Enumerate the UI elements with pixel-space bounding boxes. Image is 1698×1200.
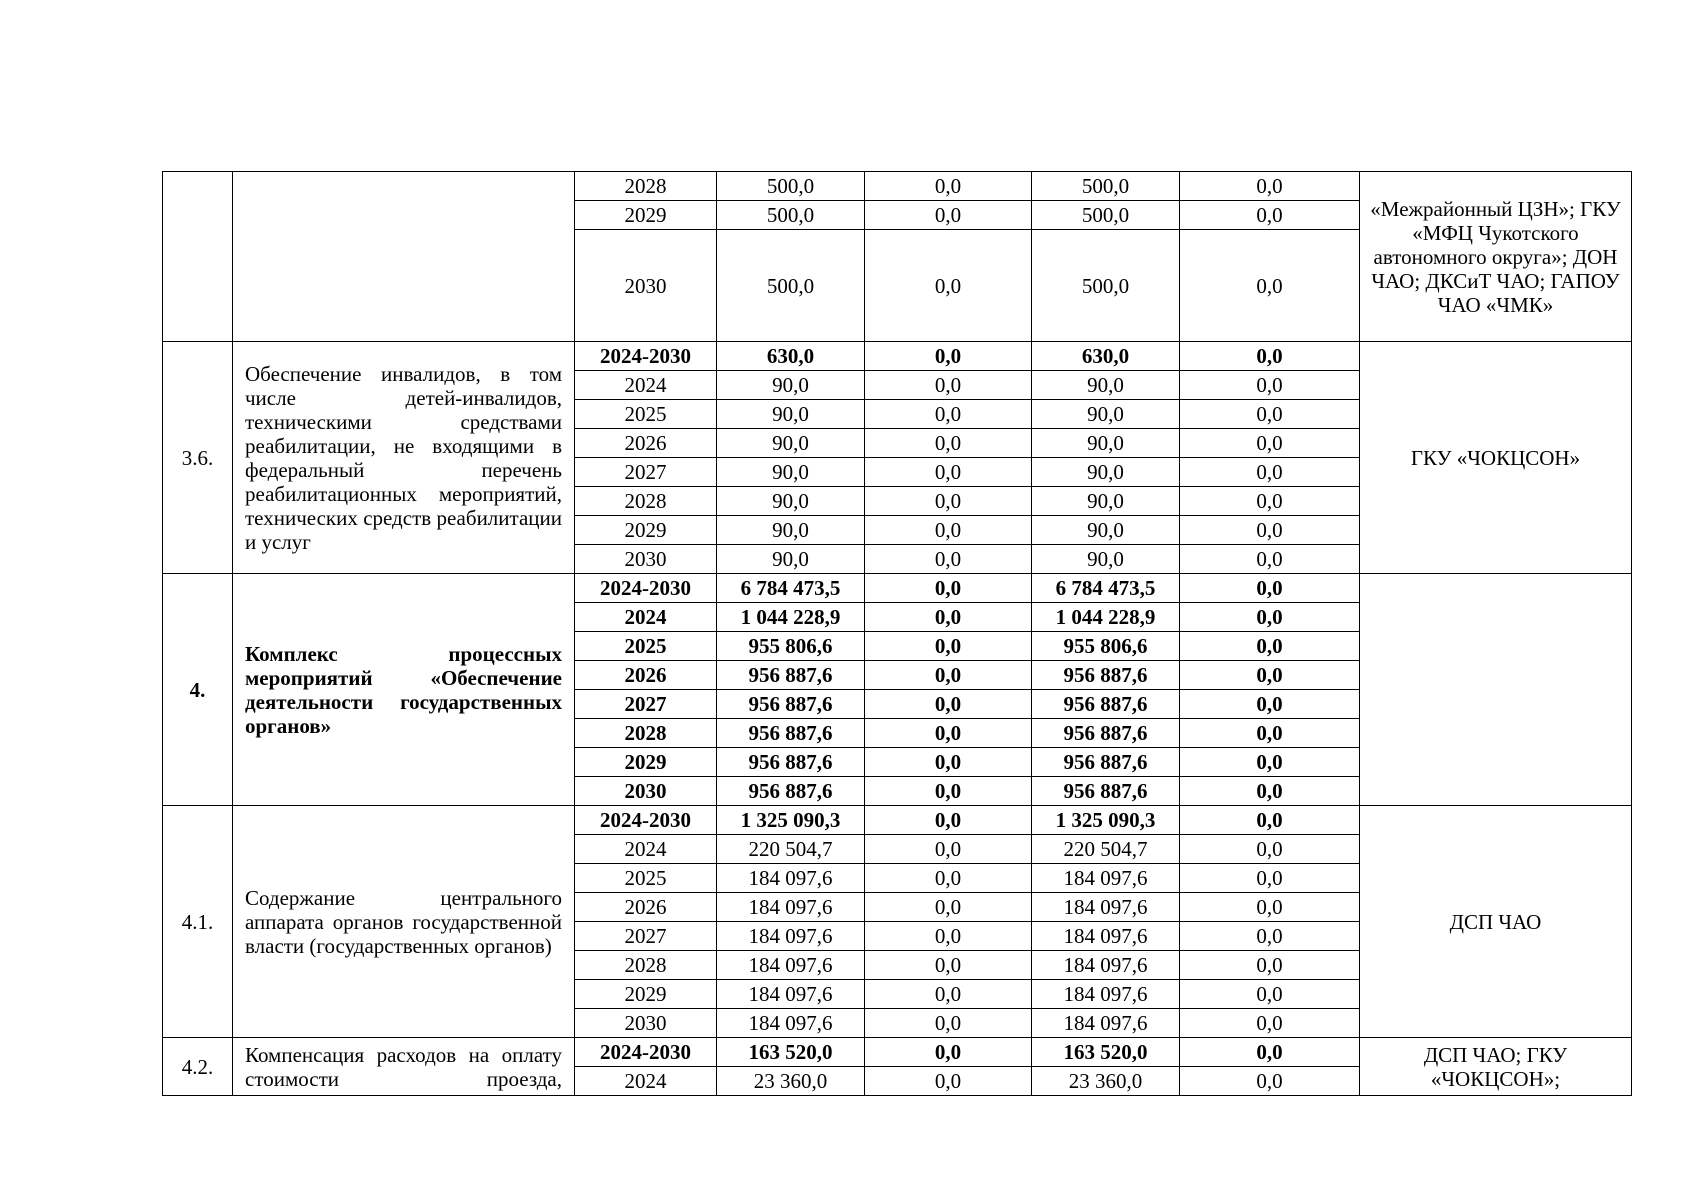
row-index <box>163 172 233 342</box>
executor-cell: «Межрайонный ЦЗН»; ГКУ «МФЦ Чукотского автономного округа»; ДОН ЧАО; ДКСиТ ЧАО; ГАПОУ ЧАО «ЧМК» <box>1360 172 1632 342</box>
table-row <box>163 1038 1632 1067</box>
other-sources-cell: 0,0 <box>1180 748 1360 777</box>
federal-budget-cell: 0,0 <box>865 893 1032 922</box>
row-index: 4.2. <box>163 1038 233 1096</box>
regional-budget-cell: 184 097,6 <box>1032 980 1180 1009</box>
year-cell: 2030 <box>575 230 717 342</box>
federal-budget-cell: 0,0 <box>865 690 1032 719</box>
regional-budget-cell: 90,0 <box>1032 458 1180 487</box>
year-cell: 2027 <box>575 922 717 951</box>
other-sources-cell: 0,0 <box>1180 980 1360 1009</box>
year-cell: 2024-2030 <box>575 1038 717 1067</box>
federal-budget-cell: 0,0 <box>865 371 1032 400</box>
other-sources-cell: 0,0 <box>1180 690 1360 719</box>
total-cell: 500,0 <box>717 230 865 342</box>
year-cell: 2024-2030 <box>575 342 717 371</box>
regional-budget-cell: 956 887,6 <box>1032 719 1180 748</box>
federal-budget-cell: 0,0 <box>865 429 1032 458</box>
other-sources-cell: 0,0 <box>1180 951 1360 980</box>
year-cell: 2024-2030 <box>575 574 717 603</box>
total-cell: 6 784 473,5 <box>717 574 865 603</box>
federal-budget-cell: 0,0 <box>865 516 1032 545</box>
total-cell: 90,0 <box>717 458 865 487</box>
federal-budget-cell: 0,0 <box>865 864 1032 893</box>
total-cell: 956 887,6 <box>717 690 865 719</box>
row-index: 4.1. <box>163 806 233 1038</box>
total-cell: 220 504,7 <box>717 835 865 864</box>
other-sources-cell: 0,0 <box>1180 1009 1360 1038</box>
year-cell: 2025 <box>575 864 717 893</box>
other-sources-cell: 0,0 <box>1180 1067 1360 1096</box>
regional-budget-cell: 956 887,6 <box>1032 690 1180 719</box>
total-cell: 1 325 090,3 <box>717 806 865 835</box>
other-sources-cell: 0,0 <box>1180 545 1360 574</box>
year-cell: 2024 <box>575 603 717 632</box>
federal-budget-cell: 0,0 <box>865 980 1032 1009</box>
executor-cell: ДСП ЧАО; ГКУ «ЧОКЦСОН»; <box>1360 1038 1632 1096</box>
federal-budget-cell: 0,0 <box>865 661 1032 690</box>
total-cell: 184 097,6 <box>717 864 865 893</box>
other-sources-cell: 0,0 <box>1180 893 1360 922</box>
regional-budget-cell: 1 325 090,3 <box>1032 806 1180 835</box>
other-sources-cell: 0,0 <box>1180 661 1360 690</box>
regional-budget-cell: 955 806,6 <box>1032 632 1180 661</box>
regional-budget-cell: 90,0 <box>1032 516 1180 545</box>
federal-budget-cell: 0,0 <box>865 719 1032 748</box>
regional-budget-cell: 184 097,6 <box>1032 922 1180 951</box>
year-cell: 2030 <box>575 777 717 806</box>
regional-budget-cell: 90,0 <box>1032 429 1180 458</box>
total-cell: 500,0 <box>717 172 865 201</box>
federal-budget-cell: 0,0 <box>865 1038 1032 1067</box>
other-sources-cell: 0,0 <box>1180 864 1360 893</box>
federal-budget-cell: 0,0 <box>865 1067 1032 1096</box>
other-sources-cell: 0,0 <box>1180 342 1360 371</box>
federal-budget-cell: 0,0 <box>865 342 1032 371</box>
regional-budget-cell: 220 504,7 <box>1032 835 1180 864</box>
row-index: 4. <box>163 574 233 806</box>
total-cell: 500,0 <box>717 201 865 230</box>
other-sources-cell: 0,0 <box>1180 574 1360 603</box>
federal-budget-cell: 0,0 <box>865 603 1032 632</box>
other-sources-cell: 0,0 <box>1180 201 1360 230</box>
year-cell: 2029 <box>575 201 717 230</box>
total-cell: 184 097,6 <box>717 893 865 922</box>
regional-budget-cell: 23 360,0 <box>1032 1067 1180 1096</box>
year-cell: 2024 <box>575 1067 717 1096</box>
year-cell: 2026 <box>575 661 717 690</box>
year-cell: 2025 <box>575 400 717 429</box>
total-cell: 90,0 <box>717 487 865 516</box>
total-cell: 956 887,6 <box>717 661 865 690</box>
year-cell: 2029 <box>575 516 717 545</box>
federal-budget-cell: 0,0 <box>865 172 1032 201</box>
total-cell: 184 097,6 <box>717 922 865 951</box>
federal-budget-cell: 0,0 <box>865 632 1032 661</box>
year-cell: 2028 <box>575 487 717 516</box>
budget-table <box>162 171 1632 1096</box>
other-sources-cell: 0,0 <box>1180 487 1360 516</box>
other-sources-cell: 0,0 <box>1180 806 1360 835</box>
regional-budget-cell: 90,0 <box>1032 545 1180 574</box>
regional-budget-cell: 956 887,6 <box>1032 748 1180 777</box>
federal-budget-cell: 0,0 <box>865 748 1032 777</box>
year-cell: 2025 <box>575 632 717 661</box>
federal-budget-cell: 0,0 <box>865 835 1032 864</box>
total-cell: 90,0 <box>717 400 865 429</box>
year-cell: 2027 <box>575 690 717 719</box>
table-row <box>163 574 1632 603</box>
other-sources-cell: 0,0 <box>1180 719 1360 748</box>
year-cell: 2029 <box>575 748 717 777</box>
regional-budget-cell: 184 097,6 <box>1032 951 1180 980</box>
regional-budget-cell: 6 784 473,5 <box>1032 574 1180 603</box>
regional-budget-cell: 956 887,6 <box>1032 661 1180 690</box>
federal-budget-cell: 0,0 <box>865 400 1032 429</box>
table-row <box>163 806 1632 835</box>
total-cell: 90,0 <box>717 545 865 574</box>
measure-description <box>233 172 575 342</box>
other-sources-cell: 0,0 <box>1180 922 1360 951</box>
regional-budget-cell: 500,0 <box>1032 172 1180 201</box>
year-cell: 2030 <box>575 545 717 574</box>
executor-cell <box>1360 574 1632 806</box>
other-sources-cell: 0,0 <box>1180 230 1360 342</box>
regional-budget-cell: 184 097,6 <box>1032 893 1180 922</box>
year-cell: 2026 <box>575 429 717 458</box>
regional-budget-cell: 500,0 <box>1032 230 1180 342</box>
year-cell: 2024-2030 <box>575 806 717 835</box>
federal-budget-cell: 0,0 <box>865 951 1032 980</box>
federal-budget-cell: 0,0 <box>865 806 1032 835</box>
total-cell: 184 097,6 <box>717 951 865 980</box>
other-sources-cell: 0,0 <box>1180 777 1360 806</box>
year-cell: 2028 <box>575 719 717 748</box>
year-cell: 2024 <box>575 835 717 864</box>
federal-budget-cell: 0,0 <box>865 545 1032 574</box>
total-cell: 90,0 <box>717 429 865 458</box>
other-sources-cell: 0,0 <box>1180 835 1360 864</box>
other-sources-cell: 0,0 <box>1180 458 1360 487</box>
other-sources-cell: 0,0 <box>1180 172 1360 201</box>
other-sources-cell: 0,0 <box>1180 400 1360 429</box>
federal-budget-cell: 0,0 <box>865 458 1032 487</box>
federal-budget-cell: 0,0 <box>865 230 1032 342</box>
other-sources-cell: 0,0 <box>1180 516 1360 545</box>
regional-budget-cell: 90,0 <box>1032 400 1180 429</box>
total-cell: 23 360,0 <box>717 1067 865 1096</box>
federal-budget-cell: 0,0 <box>865 922 1032 951</box>
regional-budget-cell: 956 887,6 <box>1032 777 1180 806</box>
executor-cell: ГКУ «ЧОКЦСОН» <box>1360 342 1632 574</box>
year-cell: 2030 <box>575 1009 717 1038</box>
total-cell: 90,0 <box>717 516 865 545</box>
federal-budget-cell: 0,0 <box>865 777 1032 806</box>
total-cell: 184 097,6 <box>717 980 865 1009</box>
total-cell: 630,0 <box>717 342 865 371</box>
year-cell: 2029 <box>575 980 717 1009</box>
regional-budget-cell: 90,0 <box>1032 487 1180 516</box>
measure-description: Комплекс процессных мероприятий «Обеспечение деятельности государственных органов» <box>233 574 575 806</box>
federal-budget-cell: 0,0 <box>865 487 1032 516</box>
year-cell: 2028 <box>575 172 717 201</box>
total-cell: 955 806,6 <box>717 632 865 661</box>
total-cell: 90,0 <box>717 371 865 400</box>
regional-budget-cell: 500,0 <box>1032 201 1180 230</box>
other-sources-cell: 0,0 <box>1180 1038 1360 1067</box>
total-cell: 956 887,6 <box>717 719 865 748</box>
total-cell: 956 887,6 <box>717 748 865 777</box>
other-sources-cell: 0,0 <box>1180 371 1360 400</box>
table-row <box>163 172 1632 201</box>
other-sources-cell: 0,0 <box>1180 429 1360 458</box>
table-row <box>163 342 1632 371</box>
regional-budget-cell: 1 044 228,9 <box>1032 603 1180 632</box>
other-sources-cell: 0,0 <box>1180 603 1360 632</box>
federal-budget-cell: 0,0 <box>865 1009 1032 1038</box>
regional-budget-cell: 630,0 <box>1032 342 1180 371</box>
total-cell: 184 097,6 <box>717 1009 865 1038</box>
measure-description: Компенсация расходов на оплату стоимости проезда, <box>233 1038 575 1096</box>
year-cell: 2024 <box>575 371 717 400</box>
federal-budget-cell: 0,0 <box>865 201 1032 230</box>
measure-description: Содержание центрального аппарата органов государственной власти (государственных органов) <box>233 806 575 1038</box>
other-sources-cell: 0,0 <box>1180 632 1360 661</box>
year-cell: 2026 <box>575 893 717 922</box>
regional-budget-cell: 90,0 <box>1032 371 1180 400</box>
total-cell: 163 520,0 <box>717 1038 865 1067</box>
total-cell: 956 887,6 <box>717 777 865 806</box>
regional-budget-cell: 184 097,6 <box>1032 1009 1180 1038</box>
year-cell: 2028 <box>575 951 717 980</box>
row-index: 3.6. <box>163 342 233 574</box>
regional-budget-cell: 163 520,0 <box>1032 1038 1180 1067</box>
year-cell: 2027 <box>575 458 717 487</box>
executor-cell: ДСП ЧАО <box>1360 806 1632 1038</box>
federal-budget-cell: 0,0 <box>865 574 1032 603</box>
measure-description: Обеспечение инвалидов, в том числе детей-инвалидов, техническими средствами реабилитации, не входящими в федеральный перечень реабилитационных мероприятий, технических средств реабилитации и услуг <box>233 342 575 574</box>
total-cell: 1 044 228,9 <box>717 603 865 632</box>
regional-budget-cell: 184 097,6 <box>1032 864 1180 893</box>
